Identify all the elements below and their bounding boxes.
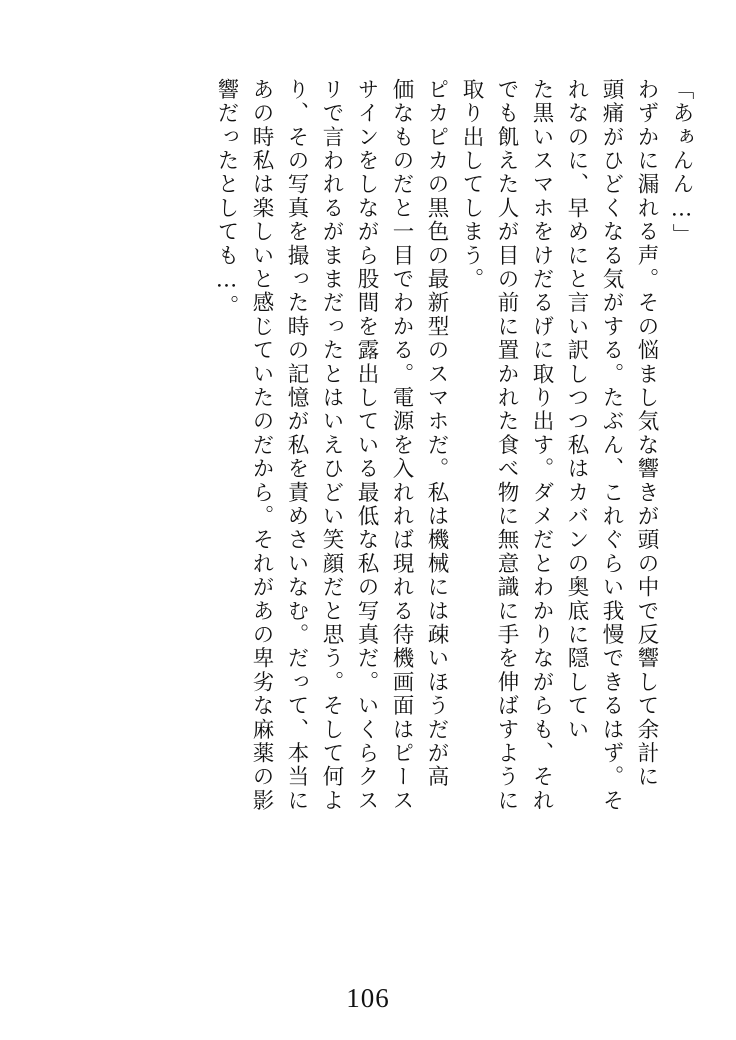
text-column: 「あぁんん…」	[669, 78, 694, 248]
text-column: れなのに、早めにと言い訳しつつ私はカバンの奥底に隠してい	[564, 78, 589, 742]
text-column: 響だったとしても…。	[214, 78, 239, 319]
text-column: た黒いスマホをけだるげに取り出す。ダメだとわかりながらも、それ	[529, 78, 554, 813]
text-column: リで言われるがままだったとはいえひどい笑顔だと思う。そして何よ	[319, 78, 344, 813]
text-column: サインをしながら股間を露出している最低な私の写真だ。いくらクス	[354, 78, 379, 813]
text-column: ピカピカの黒色の最新型のスマホだ。私は機械には疎いほうだが高	[424, 78, 449, 789]
text-column: り、その写真を撮った時の記憶が私を責めさいなむ。だって、本当に	[284, 78, 309, 813]
text-column: 価なものだと一目でわかる。電源を入れれば現れる待機画面はピース	[389, 78, 414, 813]
page-number: 106	[346, 983, 390, 1013]
text-column: あの時私は楽しいと感じていたのだから。それがあの卑劣な麻薬の影	[249, 78, 274, 813]
text-column: 頭痛がひどくなる気がする。たぶん、これぐらい我慢できるはず。そ	[599, 78, 624, 813]
text-column: でも飢えた人が目の前に置かれた食べ物に無意識に手を伸ばすように	[494, 78, 519, 813]
text-column: 取り出してしまう。	[459, 78, 484, 292]
vertical-text-block	[44, 78, 692, 958]
text-column: わずかに漏れる声。その悩まし気な響きが頭の中で反響して余計に	[634, 78, 659, 790]
